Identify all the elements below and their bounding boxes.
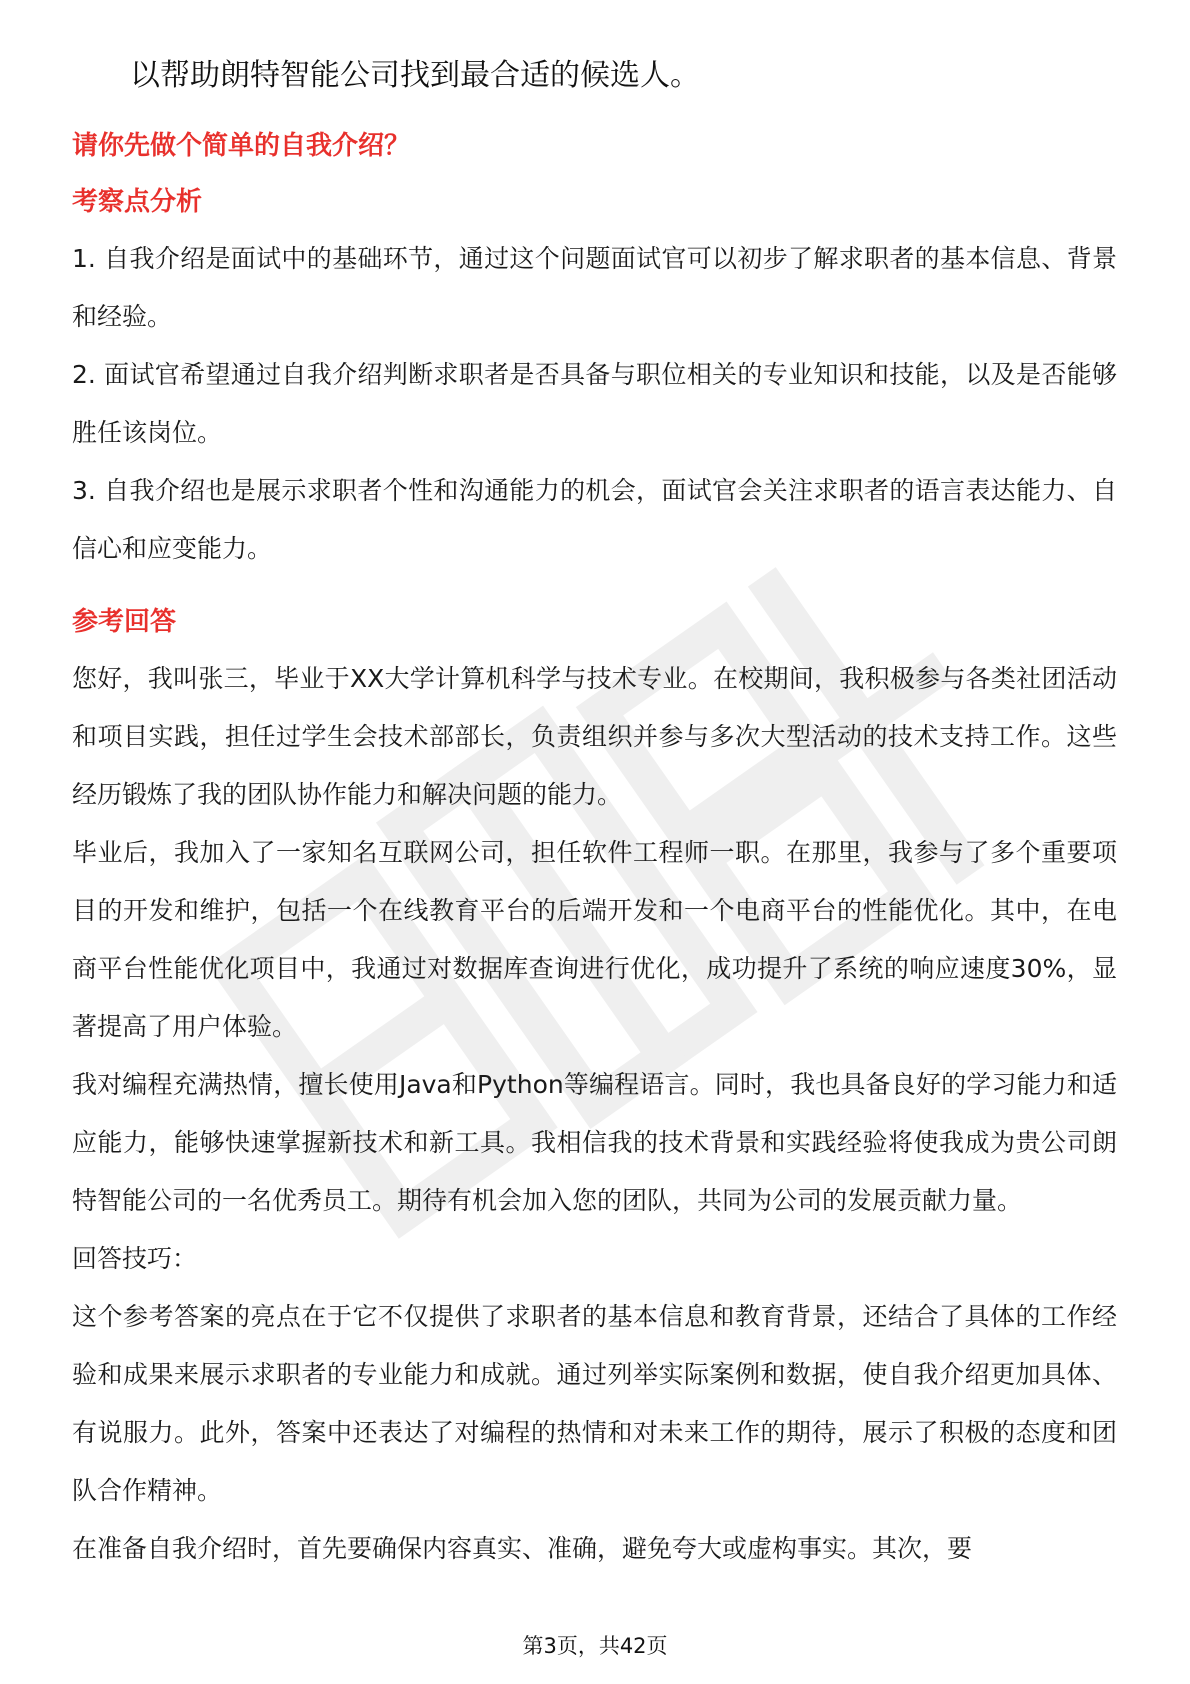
intro-line: 以帮助朗特智能公司找到最合适的候选人。 bbox=[130, 58, 700, 93]
page-number: 第3页，共42页 bbox=[522, 1634, 668, 1658]
main-content bbox=[72, 48, 1117, 1578]
analysis-item: 3. 自我介绍也是展示求职者个性和沟通能力的机会，面试官会关注求职者的语言表达能力、自信心和应变能力。 bbox=[72, 476, 1117, 563]
analysis-item: 1. 自我介绍是面试中的基础环节，通过这个问题面试官可以初步了解求职者的基本信息、背景和经验。 bbox=[72, 244, 1117, 331]
analysis-item: 2. 面试官希望通过自我介绍判断求职者是否具备与职位相关的专业知识和技能，以及是否能够胜任该岗位。 bbox=[72, 360, 1117, 447]
reference-paragraph: 毕业后，我加入了一家知名互联网公司，担任软件工程师一职。在那里，我参与了多个重要项目的开发和维护，包括一个在线教育平台的后端开发和一个电商平台的性能优化。其中，在电商平台性能优化项目中，我通过对数据库查询进行优化，成功提升了系统的响应速度30%，显著提高了用户体验。 bbox=[72, 838, 1117, 1041]
tips-paragraph: 这个参考答案的亮点在于它不仅提供了求职者的基本信息和教育背景，还结合了具体的工作经验和成果来展示求职者的专业能力和成就。通过列举实际案例和数据，使自我介绍更加具体、有说服力。此外，答案中还表达了对编程的热情和对未来工作的期待，展示了积极的态度和团队合作精神。 bbox=[72, 1302, 1117, 1505]
reference-paragraph: 我对编程充满热情，擅长使用Java和Python等编程语言。同时，我也具备良好的学习能力和适应能力，能够快速掌握新技术和新工具。我相信我的技术背景和实践经验将使我成为贵公司朗特智能公司的一名优秀员工。期待有机会加入您的团队，共同为公司的发展贡献力量。 bbox=[72, 1070, 1117, 1215]
tips-label: 回答技巧： bbox=[72, 1244, 198, 1273]
reference-paragraph: 您好，我叫张三，毕业于XX大学计算机科学与技术专业。在校期间，我积极参与各类社团活动和项目实践，担任过学生会技术部部长，负责组织并参与多次大型活动的技术支持工作。这些经历锻炼了我的团队协作能力和解决问题的能力。 bbox=[72, 664, 1117, 809]
question-title: 请你先做个简单的自我介绍？ bbox=[72, 131, 411, 161]
tips-paragraph: 在准备自我介绍时，首先要确保内容真实、准确，避免夸大或虚构事实。其次，要 bbox=[72, 1534, 973, 1563]
analysis-heading: 考察点分析 bbox=[72, 187, 203, 217]
reference-heading: 参考回答 bbox=[72, 607, 177, 637]
